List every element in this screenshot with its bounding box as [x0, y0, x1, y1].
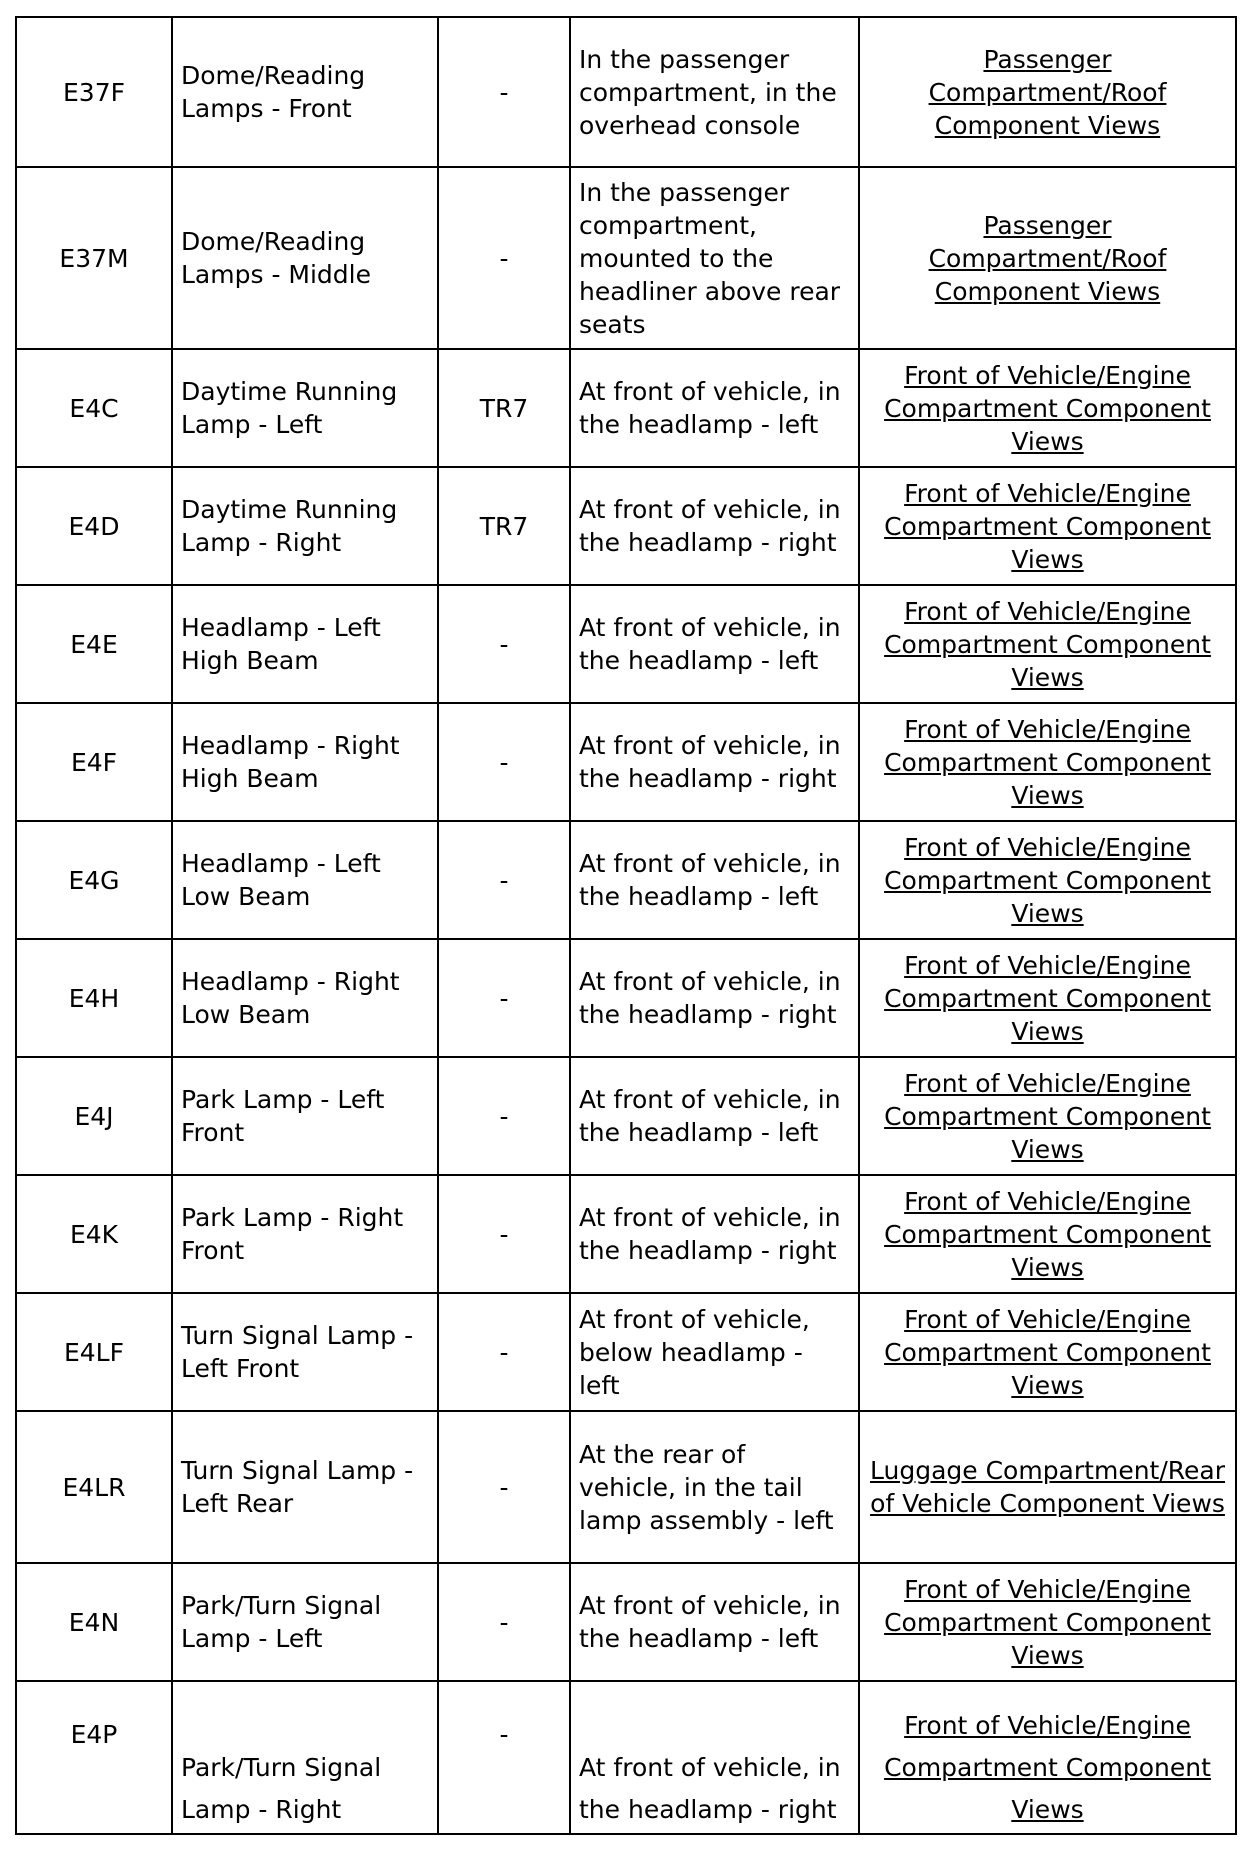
component-code: E4C	[16, 349, 172, 467]
component-name: Park/Turn Signal Lamp - Left	[172, 1563, 438, 1681]
view-cell	[859, 703, 1236, 821]
view-cell	[859, 1681, 1236, 1834]
view-cell	[859, 585, 1236, 703]
component-view-link[interactable]: Front of Vehicle/Engine Compartment Component Views	[884, 360, 1211, 456]
table-row	[16, 167, 1236, 349]
component-name: Dome/Reading Lamps - Front	[172, 17, 438, 167]
component-code: E4H	[16, 939, 172, 1057]
location: In the passenger compartment, mounted to the headliner above rear seats	[570, 167, 859, 349]
view-cell	[859, 939, 1236, 1057]
component-view-link[interactable]: Front of Vehicle/Engine Compartment Component Views	[884, 1304, 1211, 1400]
component-locator-table	[15, 16, 1237, 1835]
component-name: Dome/Reading Lamps - Middle	[172, 167, 438, 349]
component-view-link[interactable]: Front of Vehicle/Engine Compartment Component Views	[884, 714, 1211, 810]
table-row	[16, 703, 1236, 821]
location: At front of vehicle, in the headlamp - right	[570, 1175, 859, 1293]
component-code: E4F	[16, 703, 172, 821]
table-row	[16, 585, 1236, 703]
table-row	[16, 1175, 1236, 1293]
table-row	[16, 939, 1236, 1057]
component-view-link[interactable]: Front of Vehicle/Engine Compartment Component Views	[884, 1711, 1211, 1824]
view-cell	[859, 1411, 1236, 1563]
location: At front of vehicle, in the headlamp - right	[570, 703, 859, 821]
component-view-link[interactable]: Passenger Compartment/Roof Component Views	[928, 44, 1167, 140]
view-cell	[859, 1293, 1236, 1411]
component-name: Headlamp - Left Low Beam	[172, 821, 438, 939]
location: In the passenger compartment, in the overhead console	[570, 17, 859, 167]
location: At front of vehicle, in the headlamp - left	[570, 821, 859, 939]
component-view-link[interactable]: Passenger Compartment/Roof Component Views	[928, 210, 1167, 306]
table-row	[16, 1411, 1236, 1563]
component-code: E4K	[16, 1175, 172, 1293]
component-view-link[interactable]: Front of Vehicle/Engine Compartment Component Views	[884, 1574, 1211, 1670]
table-row	[16, 1293, 1236, 1411]
component-name: Park/Turn Signal Lamp - Right	[172, 1681, 438, 1834]
connector: -	[438, 585, 570, 703]
location: At front of vehicle, below headlamp - left	[570, 1293, 859, 1411]
component-code: E4P	[16, 1681, 172, 1834]
connector: -	[438, 939, 570, 1057]
view-cell	[859, 349, 1236, 467]
location: At front of vehicle, in the headlamp - right	[570, 1681, 859, 1834]
view-cell	[859, 467, 1236, 585]
location: At front of vehicle, in the headlamp - right	[570, 939, 859, 1057]
component-view-link[interactable]: Front of Vehicle/Engine Compartment Component Views	[884, 1068, 1211, 1164]
component-view-link[interactable]: Front of Vehicle/Engine Compartment Component Views	[884, 832, 1211, 928]
component-name: Park Lamp - Right Front	[172, 1175, 438, 1293]
location: At front of vehicle, in the headlamp - left	[570, 1563, 859, 1681]
component-code: E37M	[16, 167, 172, 349]
connector: TR7	[438, 467, 570, 585]
view-cell	[859, 167, 1236, 349]
connector: -	[438, 167, 570, 349]
component-view-link[interactable]: Front of Vehicle/Engine Compartment Component Views	[884, 950, 1211, 1046]
connector: -	[438, 703, 570, 821]
connector: TR7	[438, 349, 570, 467]
view-cell	[859, 821, 1236, 939]
location: At front of vehicle, in the headlamp - right	[570, 467, 859, 585]
component-name: Headlamp - Right High Beam	[172, 703, 438, 821]
component-code: E4E	[16, 585, 172, 703]
table-row	[16, 467, 1236, 585]
connector: -	[438, 1175, 570, 1293]
location: At the rear of vehicle, in the tail lamp assembly - left	[570, 1411, 859, 1563]
component-name: Turn Signal Lamp - Left Rear	[172, 1411, 438, 1563]
connector: -	[438, 1563, 570, 1681]
view-cell	[859, 17, 1236, 167]
component-name: Daytime Running Lamp - Left	[172, 349, 438, 467]
component-view-link[interactable]: Front of Vehicle/Engine Compartment Component Views	[884, 1186, 1211, 1282]
location: At front of vehicle, in the headlamp - left	[570, 349, 859, 467]
component-name: Headlamp - Left High Beam	[172, 585, 438, 703]
component-name: Turn Signal Lamp - Left Front	[172, 1293, 438, 1411]
connector: -	[438, 821, 570, 939]
location: At front of vehicle, in the headlamp - left	[570, 585, 859, 703]
component-name: Headlamp - Right Low Beam	[172, 939, 438, 1057]
table-row	[16, 821, 1236, 939]
connector: -	[438, 1057, 570, 1175]
view-cell	[859, 1057, 1236, 1175]
location: At front of vehicle, in the headlamp - left	[570, 1057, 859, 1175]
table-row	[16, 1563, 1236, 1681]
connector: -	[438, 17, 570, 167]
component-name: Daytime Running Lamp - Right	[172, 467, 438, 585]
component-code: E4G	[16, 821, 172, 939]
component-code: E4LR	[16, 1411, 172, 1563]
component-view-link[interactable]: Luggage Compartment/Rear of Vehicle Component Views	[870, 1456, 1225, 1518]
component-code: E37F	[16, 17, 172, 167]
table-row	[16, 349, 1236, 467]
connector: -	[438, 1293, 570, 1411]
connector: -	[438, 1681, 570, 1834]
component-view-link[interactable]: Front of Vehicle/Engine Compartment Component Views	[884, 478, 1211, 574]
table-row	[16, 1681, 1236, 1834]
component-code: E4N	[16, 1563, 172, 1681]
view-cell	[859, 1175, 1236, 1293]
component-name: Park Lamp - Left Front	[172, 1057, 438, 1175]
component-code: E4J	[16, 1057, 172, 1175]
table-row	[16, 1057, 1236, 1175]
component-code: E4D	[16, 467, 172, 585]
component-code: E4LF	[16, 1293, 172, 1411]
view-cell	[859, 1563, 1236, 1681]
connector: -	[438, 1411, 570, 1563]
table-row	[16, 17, 1236, 167]
component-view-link[interactable]: Front of Vehicle/Engine Compartment Component Views	[884, 596, 1211, 692]
